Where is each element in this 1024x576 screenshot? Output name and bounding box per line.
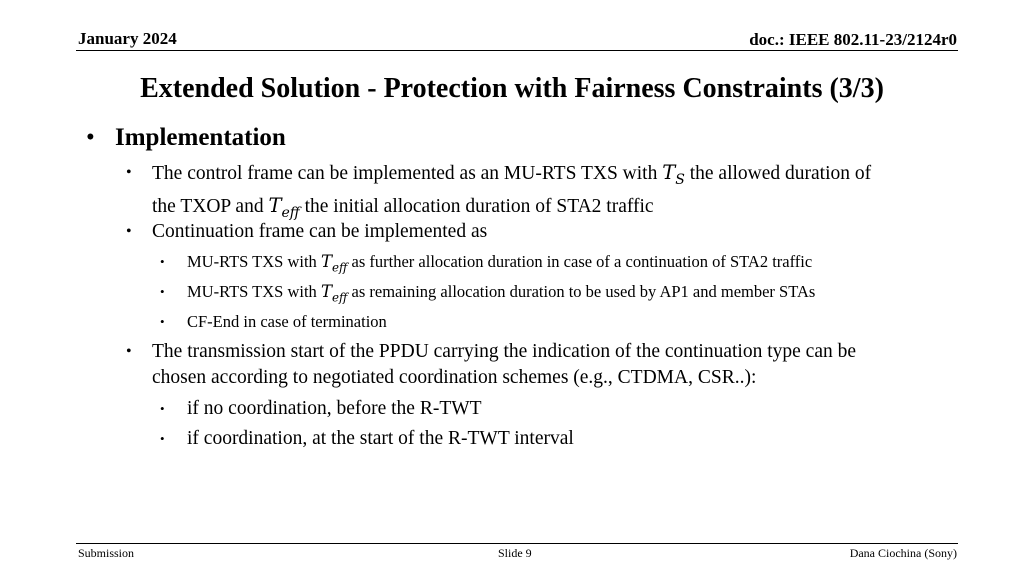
math-t-eff: $T_{eff}$: [268, 193, 300, 221]
footer-submission: Submission: [78, 546, 135, 560]
bullet-marker: •: [160, 401, 165, 416]
math-t-eff: $T_{eff}$: [320, 252, 348, 275]
header-date: January 2024: [78, 29, 177, 48]
footer-divider: [76, 543, 958, 544]
math-t-eff: $T_{eff}$: [320, 282, 348, 305]
bullet-marker: •: [126, 223, 132, 240]
slide-title: Extended Solution - Protection with Fairness Constraints (3/3): [140, 73, 884, 104]
bullet-marker: •: [126, 164, 132, 181]
bullet-marker: •: [160, 284, 165, 299]
math-t-s: $T_S$: [662, 161, 685, 188]
footer-slide-number: Slide 9: [498, 546, 532, 560]
bullet-marker: •: [126, 343, 132, 360]
bullet-marker: •: [86, 124, 95, 151]
footer-author: Dana Ciochina (Sony): [849, 546, 957, 560]
bullet-marker: •: [160, 314, 165, 329]
bullet-marker: •: [160, 254, 165, 269]
header-divider: [76, 50, 958, 51]
bullet-marker: •: [160, 431, 165, 446]
bullet-text: Implementation: [115, 124, 286, 151]
bullet-text: Continuation frame can be implemented as: [152, 221, 488, 242]
bullet-text: The control frame can be implemented as an MU-RTS TXS with: [152, 163, 663, 184]
header-doc-id: doc.: IEEE 802.11-23/2124r0: [749, 30, 957, 49]
